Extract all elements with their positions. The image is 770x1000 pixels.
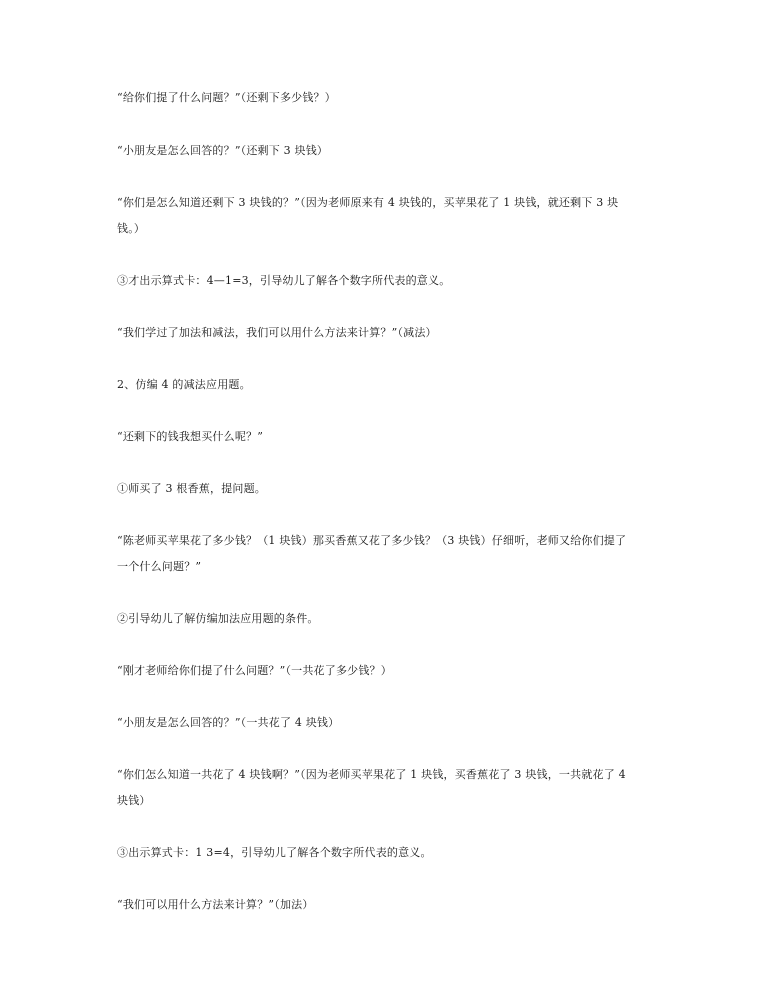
text-line: ②引导幼儿了解仿编加法应用题的条件。 — [117, 612, 319, 625]
text-line: “陈老师买苹果花了多少钱？（1 块钱）那买香蕉又花了多少钱？（3 块钱）仔细听，老师又给你们提了 — [117, 534, 627, 547]
section-heading: 2、仿编 4 的减法应用题。 — [117, 378, 251, 391]
text-line: 块钱） — [117, 794, 151, 807]
text-line: 一个什么问题？” — [117, 560, 202, 573]
text-line: “刚才老师给你们提了什么问题？”（一共花了多少钱？） — [117, 664, 392, 677]
text-line: “小朋友是怎么回答的？”（一共花了 4 块钱） — [117, 716, 340, 729]
text-line: “小朋友是怎么回答的？”（还剩下 3 块钱） — [117, 144, 329, 157]
text-line: “我们学过了加法和减法，我们可以用什么方法来计算？”（减法） — [117, 326, 437, 339]
text-line: “还剩下的钱我想买什么呢？” — [117, 430, 264, 443]
text-line: “你们怎么知道一共花了 4 块钱啊？”（因为老师买苹果花了 1 块钱，买香蕉花了 3 块钱，一共就花了 4 — [117, 768, 626, 781]
text-line: ①师买了 3 根香蕉，提问题。 — [117, 482, 266, 495]
text-line: “我们可以用什么方法来计算？”（加法） — [117, 898, 314, 911]
text-line: ③才出示算式卡：4—1=3，引导幼儿了解各个数字所代表的意义。 — [117, 274, 451, 287]
text-line: “给你们提了什么问题？”（还剩下多少钱？） — [117, 91, 336, 104]
text-line: 钱。） — [117, 222, 146, 235]
text-line: “你们是怎么知道还剩下 3 块钱的？”（因为老师原来有 4 块钱的，买苹果花了 1 块钱，就还剩下 3 块 — [117, 196, 619, 209]
text-line: ③出示算式卡：1 3=4，引导幼儿了解各个数字所代表的意义。 — [117, 846, 432, 859]
